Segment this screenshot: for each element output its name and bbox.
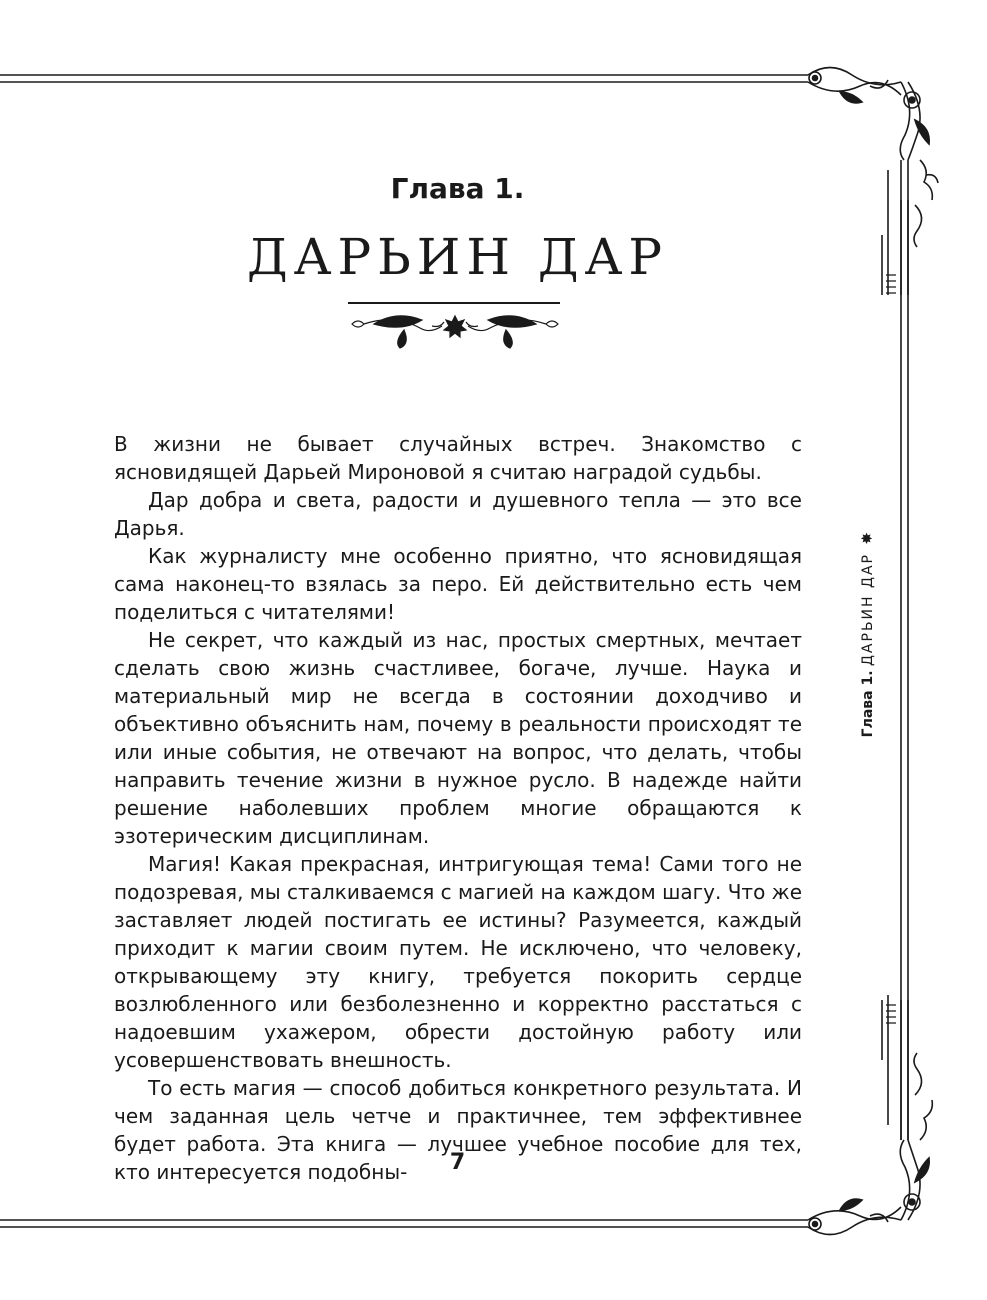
chapter-title: ДАРЬИН ДАР	[246, 228, 669, 286]
paragraph: Дар добра и света, радости и душевного тепла — это все Дарья.	[114, 488, 802, 540]
paragraph: Не секрет, что каждый из нас, простых смертных, мечтает сделать свою жизнь счастливее, богаче, лучше. Наука и материальный мир не всегда в состоянии доходчиво и объективно объяснить нам, почему в реальности происходят те или иные события, не отвечают на вопрос, что делать, чтобы направить течение жизни в нужное русло. В надежде найти решение наболевших проблем многие обращаются к эзотерическим дисциплинам.	[114, 628, 802, 848]
running-head-title: ДАРЬИН ДАР	[860, 553, 876, 666]
running-head	[855, 532, 879, 792]
body-text	[114, 430, 802, 1186]
page-number: 7	[449, 1150, 466, 1175]
paragraph: В жизни не бывает случайных встреч. Знакомство с ясновидящей Дарьей Мироновой я считаю наградой судьбы.	[114, 432, 802, 484]
chapter-label: Глава 1.	[390, 172, 525, 205]
star-icon: ✸	[858, 532, 876, 545]
bottom-right-corner-ornament	[808, 995, 932, 1235]
running-head-chapter: Глава 1.	[860, 670, 876, 738]
paragraph: Как журналисту мне особенно приятно, что ясновидящая сама наконец-то взялась за перо. Ей действительно есть чем поделиться с читателями!	[114, 544, 802, 624]
floral-divider-icon	[344, 308, 566, 352]
paragraph: То есть магия — способ добиться конкретного результата. И чем заданная цель четче и практичнее, тем эффективнее будет работа. Эта книга — лучшее учебное пособие для тех, кто интересуется подобны-	[114, 1076, 802, 1184]
paragraph: Магия! Какая прекрасная, интригующая тема! Сами того не подозревая, мы сталкиваемся с магией на каждом шагу. Что же заставляет людей постигать ее истины? Разумеется, каждый приходит к магии своим путем. Не исключено, что человеку, открывающему эту книгу, требуется покорить сердце возлюбленного или безболезненно и корректно расстаться с надоевшим ухажером, обрести достойную работу или усовершенствовать внешность.	[114, 852, 802, 1072]
title-rule	[348, 302, 560, 304]
